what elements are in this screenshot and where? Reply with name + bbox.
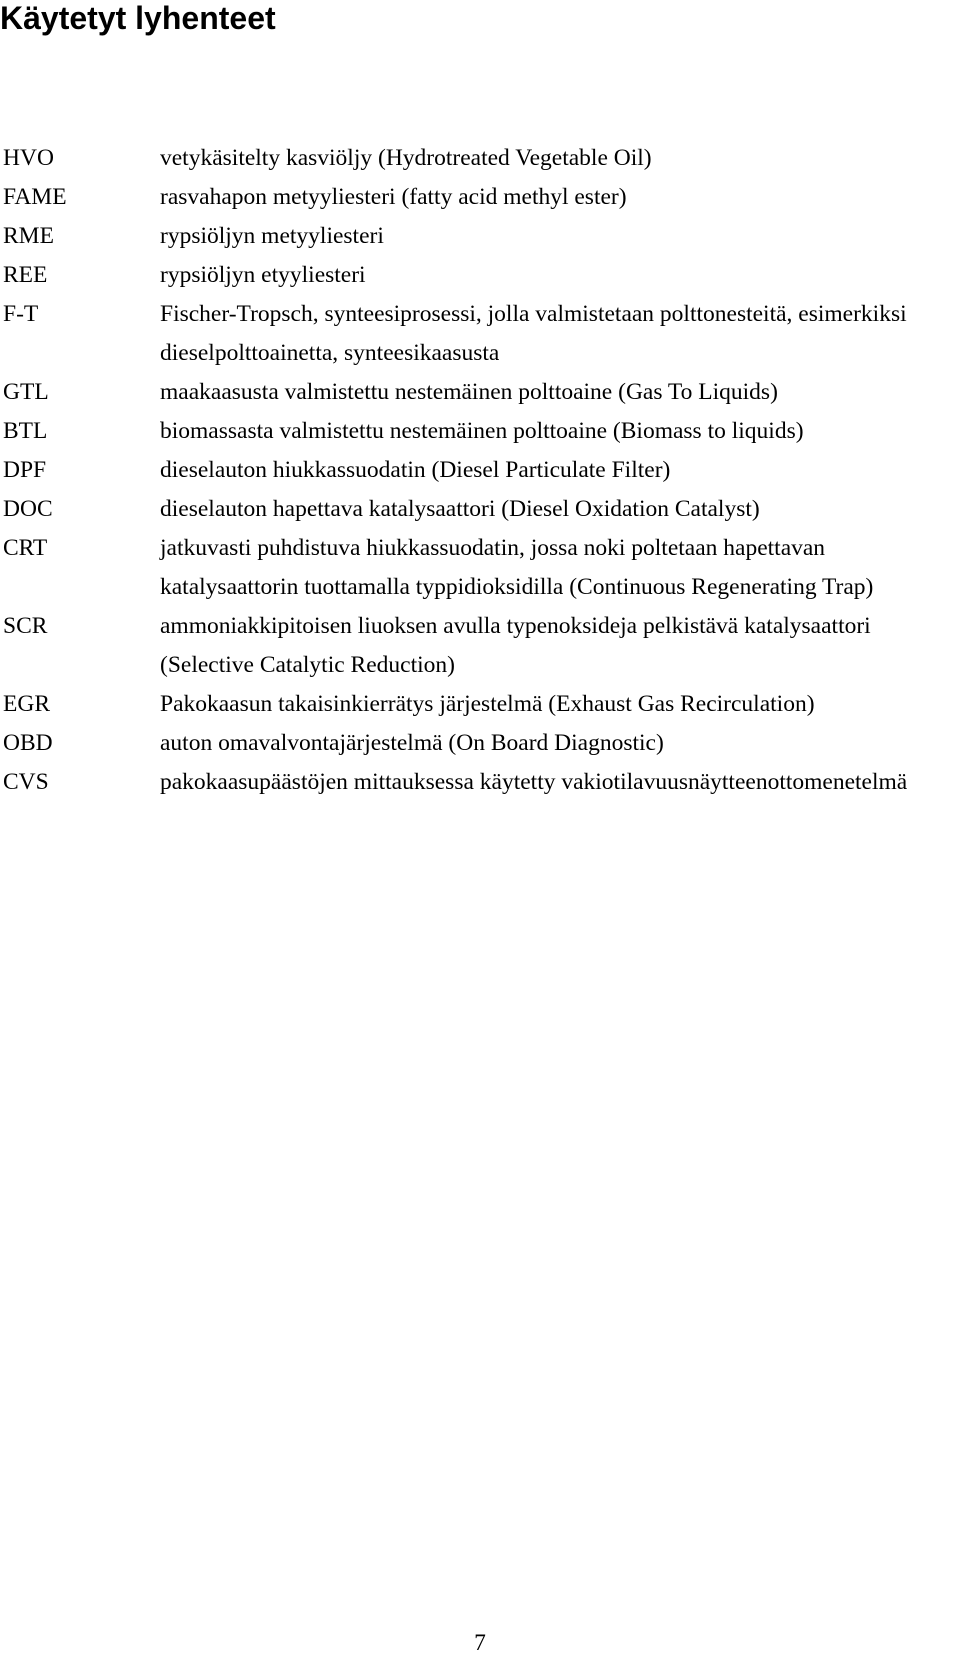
abbreviation-definition: rasvahapon metyyliesteri (fatty acid methyl ester) [160,184,627,210]
abbreviation-term: REE [3,262,48,288]
abbreviation-term: SCR [3,613,48,639]
abbreviation-term: RME [3,223,54,249]
abbreviation-definition: dieselauton hapettava katalysaattori (Diesel Oxidation Catalyst) [160,496,760,522]
abbreviation-term: HVO [3,145,54,171]
abbreviation-term: DPF [3,457,47,483]
abbreviation-definition: pakokaasupäästöjen mittauksessa käytetty vakiotilavuusnäytteenottomenetelmä [160,769,908,795]
abbreviation-row [0,490,955,529]
abbreviation-term: GTL [3,379,49,405]
abbreviation-row [0,139,955,178]
abbreviation-row [0,451,955,490]
abbreviation-row [0,763,955,802]
abbreviation-row [0,607,955,685]
abbreviation-term: CVS [3,769,49,795]
abbreviation-row [0,217,955,256]
abbreviation-term: DOC [3,496,53,522]
abbreviation-term: OBD [3,730,53,756]
abbreviation-row [0,373,955,412]
abbreviation-row [0,412,955,451]
abbreviation-term: FAME [3,184,67,210]
abbreviation-definition: Pakokaasun takaisinkierrätys järjestelmä (Exhaust Gas Recirculation) [160,691,815,717]
abbreviation-definition: dieselauton hiukkassuodatin (Diesel Particulate Filter) [160,457,671,483]
abbreviation-definition: biomassasta valmistettu nestemäinen polttoaine (Biomass to liquids) [160,418,804,444]
abbreviation-row [0,685,955,724]
page-title: Käytetyt lyhenteet [0,0,276,36]
abbreviation-list [0,139,955,802]
abbreviation-definition: Fischer-Tropsch, synteesiprosessi, jolla valmistetaan polttonesteitä, esimerkiksi dieselpolttoainetta, synteesikaasusta [160,301,907,366]
abbreviation-definition: auton omavalvontajärjestelmä (On Board Diagnostic) [160,730,664,756]
abbreviation-term: F-T [3,301,39,327]
abbreviation-definition: vetykäsitelty kasviöljy (Hydrotreated Vegetable Oil) [160,145,652,171]
page-number: 7 [474,1630,486,1656]
abbreviation-term: CRT [3,535,48,561]
abbreviation-row [0,178,955,217]
abbreviation-definition: rypsiöljyn metyyliesteri [160,223,384,249]
abbreviation-row [0,724,955,763]
abbreviation-row [0,295,955,373]
abbreviation-definition: rypsiöljyn etyyliesteri [160,262,366,288]
abbreviation-term: EGR [3,691,50,717]
abbreviation-definition: maakaasusta valmistettu nestemäinen polttoaine (Gas To Liquids) [160,379,778,405]
abbreviation-definition: jatkuvasti puhdistuva hiukkassuodatin, jossa noki poltetaan hapettavan katalysaattorin tuottamalla typpidioksidilla (Continuous Regenerating Trap) [160,535,874,600]
abbreviation-row [0,529,955,607]
abbreviation-row [0,256,955,295]
abbreviation-term: BTL [3,418,48,444]
abbreviation-definition: ammoniakkipitoisen liuoksen avulla typenoksideja pelkistävä katalysaattori (Selective Catalytic Reduction) [160,613,871,678]
